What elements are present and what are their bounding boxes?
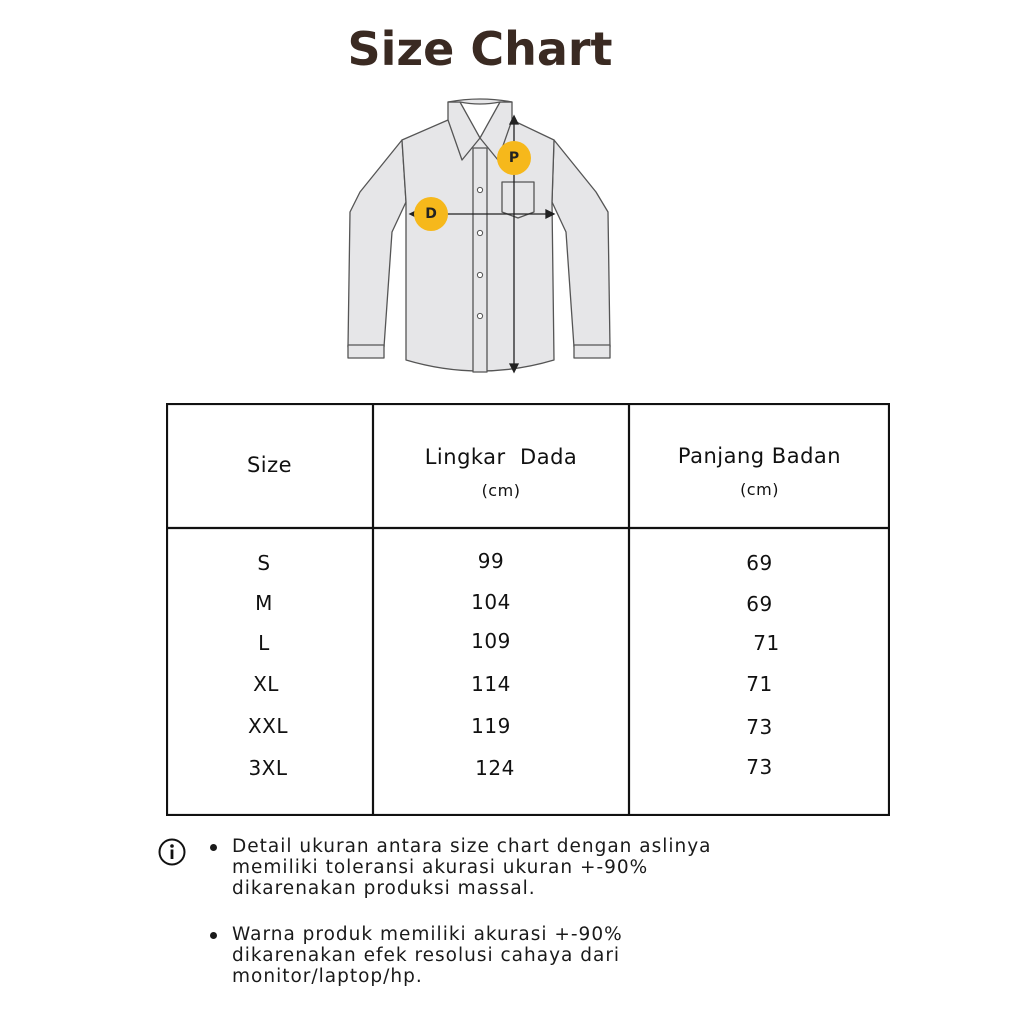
table-cell-length: 69 (746, 592, 773, 616)
table-cell-chest: 124 (475, 756, 515, 780)
table-cell-length: 69 (746, 551, 773, 575)
table-cell-size: 3XL (248, 756, 288, 780)
table-cell-length: 71 (746, 672, 773, 696)
table-cell-size: S (257, 551, 271, 575)
info-circle-icon (156, 836, 188, 872)
table-cell-length: 73 (746, 755, 773, 779)
table-cell-size: L (258, 631, 270, 655)
table-cell-chest: 114 (471, 672, 511, 696)
table-cell-size: XL (253, 672, 279, 696)
note-item: Warna produk memiliki akurasi +-90% dikarenakan efek resolusi cahaya dari monitor/laptop/hp. (232, 924, 752, 987)
header-size: Size (246, 453, 293, 477)
table-cell-chest: 109 (471, 629, 511, 653)
table-cell-size: M (255, 591, 273, 615)
table-cell-chest: 104 (471, 590, 511, 614)
table-cell-chest: 99 (477, 549, 505, 573)
table-cell-length: 73 (746, 715, 773, 739)
page-title: Size Chart (347, 22, 613, 76)
length-marker: P (497, 141, 531, 175)
header-chest: Lingkar Dada (cm) (424, 445, 578, 500)
header-length: Panjang Badan (cm) (677, 444, 842, 499)
chest-marker: D (414, 197, 448, 231)
shirt-diagram (330, 92, 630, 382)
table-cell-size: XXL (247, 714, 289, 738)
table-cell-length: 71 (753, 631, 780, 655)
note-item: Detail ukuran antara size chart dengan aslinya memiliki toleransi akurasi ukuran +-90% dikarenakan produksi massal. (232, 836, 752, 899)
size-table (166, 403, 890, 816)
table-cell-chest: 119 (471, 714, 511, 738)
